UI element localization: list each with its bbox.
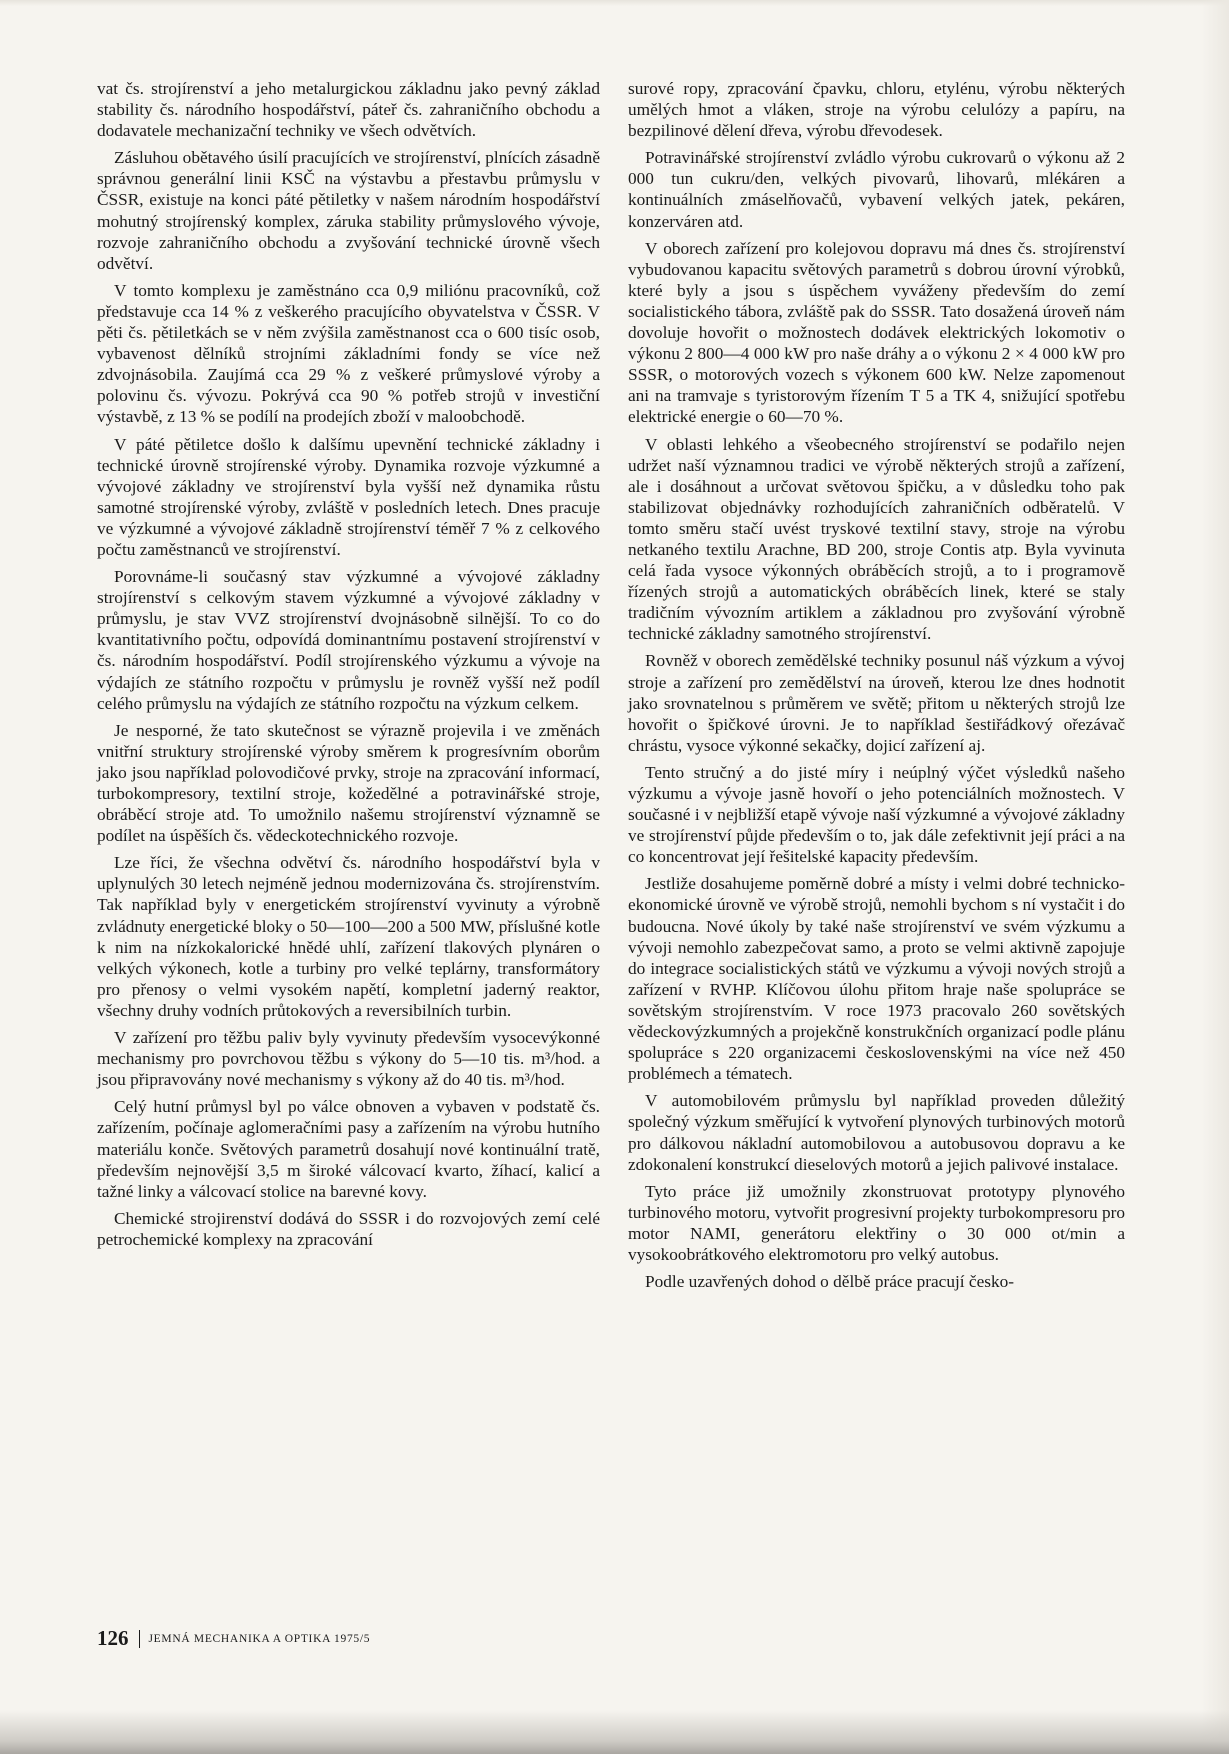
paragraph: V tomto komplexu je zaměstnáno cca 0,9 miliónu pracovníků, což představuje cca 14 % z veškerého pracujícího obyvatelstva v ČSSR. V pěti čs. pětiletkách se v něm zvýšila zaměstnanost cca o 600 tisíc osob, vybavenost dělníků strojními základními fondy se více než zdvojnásobila. Zaujímá cca 29 % z veškeré průmyslové výroby a polovinu čs. vývozu. Pokrývá cca 90 % potřeb strojů v investiční výstavbě, z 13 % se podílí na prodejích zboží v maloobchodě. [97,280,600,427]
right-text-column [628,78,1125,1298]
paragraph: Je nesporné, že tato skutečnost se výrazně projevila i ve změnách vnitřní struktury strojírenské výroby směrem k progresívním oborům jako jsou například polovodičové prvky, stroje na zpracování informací, turbokompresory, textilní stroje, kožedělné a potravinářské stroje, obráběcí stroje atd. To umožnilo našemu strojírenství významně se podílet na úspěších čs. vědeckotechnického rozvoje. [97,720,600,846]
paragraph: Podle uzavřených dohod o dělbě práce pracují česko- [645,1272,1014,1292]
page-footer [97,1626,370,1651]
paragraph: Jestliže dosahujeme poměrně dobré a místy i velmi dobré technicko-ekonomické úrovně ve výrobě strojů, nemohli bychom s ní vystačit i do budoucna. Nové úkoly by také naše strojírenství ve svém výzkumu a vývoji nemohlo zabezpečovat samo, a proto se velmi aktivně zapojuje do integrace socialistických států ve výzkumu a vývoji nových strojů a zařízení v RVHP. Klíčovou úlohu přitom hraje naše spolupráce se sovětským strojírenstvím. V roce 1973 pracovalo 260 sovětských vědeckovýzkumných a projekčně konstrukčních organizací podle plánu spolupráce s 220 organizacemi československými na více než 450 problémech a tématech. [628,874,1125,1084]
page-top-edge [0,0,1229,6]
paragraph: Lze říci, že všechna odvětví čs. národního hospodářství byla v uplynulých 30 letech nejméně jednou modernizována čs. strojírenstvím. Tak například byly v energetickém strojírenství vyvinuty a výrobně zvládnuty energetické bloky o 50—100—200 a 500 MW, příslušné kotle k nim na nízkokalorické hnědé uhlí, zařízení tlakových plynáren o velkých výkonech, kotle a turbiny pro velké teplárny, transformátory pro přenosy o velmi vysokém napětí, kompletní jaderný reaktor, všechny druhy vodních průtokových a reversibilních turbin. [97,853,600,1020]
paragraph: Potravinářské strojírenství zvládlo výrobu cukrovarů o výkonu až 2 000 tun cukru/den, velkých pivovarů, lihovarů, mlékáren a kontinuálních zmáselňovačů, vybavení velkých jatek, pekáren, konzerváren atd. [628,148,1125,231]
footer-divider [139,1630,140,1648]
paragraph: vat čs. strojírenství a jeho metalurgickou základnu jako pevný základ stability čs. národního hospodářství, páteř čs. zahraničního obchodu a dodavatele mechanizační techniky ve všech odvětvích. [97,79,600,141]
paragraph: Porovnáme-li současný stav výzkumné a vývojové základny strojírenství s celkovým stavem výzkumné a vývojové základny v průmyslu, je stav VVZ strojírenství dvojnásobně silnější. To co do kvantitativního počtu, odpovídá dominantnímu postavení strojírenství v čs. národním hospodářství. Podíl strojírenského výzkumu a vývoje na výdajích ze státního rozpočtu v průmyslu je rovněž vyšší než podíl celého průmyslu na výdajích ze státního rozpočtu na výzkum celkem. [97,567,600,713]
paragraph: Chemické strojirenství dodává do SSSR i do rozvojových zemí celé petrochemické komplexy na zpracování [97,1208,600,1249]
paragraph: Tyto práce již umožnily zkonstruovat prototypy plynového turbinového motoru, vytvořit progresivní projekty turbokompresoru pro motor NAMI, generátoru elektřiny o 30 000 ot/min a vysokoobrátkového elektromotoru pro velký autobus. [628,1181,1125,1264]
paragraph: V zařízení pro těžbu paliv byly vyvinuty především vysocevýkonné mechanismy pro povrchovou těžbu s výkony do 5—10 tis. m³/hod. a jsou připravovány nové mechanismy s výkony až do 40 tis. m³/hod. [97,1028,600,1090]
page-right-edge [1201,0,1229,1754]
left-text-column [97,78,600,1256]
journal-name: JEMNÁ MECHANIKA A OPTIKA 1975/5 [148,1632,371,1645]
paragraph: V oblasti lehkého a všeobecného strojírenství se podařilo nejen udržet naší významnou tradici ve výrobě některých strojů a zařízení, ale i dosáhnout a určovat světovou špičku, a v důsledku toho pak stabilizovat objednávky rozhodujících zahraničních odběratelů. V tomto směru stačí uvést tryskové textilní stavy, stroje na výrobu netkaného textilu Arachne, BD 200, stroje Contis atp. Byla vyvinuta celá řada vysoce výkonných obráběcích strojů, a to i programově řízených strojů a automatických obráběcích linek, které se staly tradičním vývozním artiklem a základnou pro zvyšování výrobně technické základny samotného strojírenství. [628,434,1125,644]
paragraph: Tento stručný a do jisté míry i neúplný výčet výsledků našeho výzkumu a vývoje jasně hovoří o jeho potenciálních možnostech. V současné i v nejbližší etapě vývoje naší výzkumné a vývojové základny ve strojírenství půjde především o to, jak dále zefektivnit její práci a na co koncentrovat její řešitelské kapacity především. [628,762,1125,867]
paragraph: Zásluhou obětavého úsilí pracujících ve strojírenství, plnících zásadně správnou generální linii KSČ na výstavbu a přestavbu průmyslu v ČSSR, existuje na konci páté pětiletky v našem národním hospodářství mohutný strojírenský komplex, záruka stability průmyslového vývoje, rozvoje zahraničního obchodu a zvyšování technické úrovně všech odvětví. [97,148,600,273]
paragraph: Celý hutní průmysl byl po válce obnoven a vybaven v podstatě čs. zařízením, počínaje aglomeračními pasy a zařízením na výrobu hutního materiálu konče. Světových parametrů dosahují nové kontinuální tratě, především nejnovější 3,5 m široké válcovací kvarto, žíhací, kalicí a tažné linky a válcovací stolice na barevné kovy. [97,1097,600,1201]
paragraph: Rovněž v oborech zemědělské techniky posunul náš výzkum a vývoj stroje a zařízení pro zemědělství na úroveň, kterou lze dnes hodnotit jako srovnatelnou s průměrem ve světě; přitom u některých strojů lze hovořit o špičkové úrovni. Je to například šestiřádkový ořezávač chrástu, vysoce výkonné sekačky, dojicí zařízení aj. [628,651,1125,755]
paragraph: V páté pětiletce došlo k dalšímu upevnění technické základny i technické úrovně strojírenské výroby. Dynamika rozvoje výzkumné a vývojové základny ve strojírenství byla vyšší než dynamika růstu samotné strojírenské výroby, zvláště v posledních letech. Dnes pracuje ve výzkumné a vývojové základně strojírenství téměř 7 % z celkového počtu zaměstnanců ve strojírenství. [97,434,600,559]
binding-shadow [0,1710,1229,1754]
paragraph: V oborech zařízení pro kolejovou dopravu má dnes čs. strojírenství vybudovanou kapacitu světových parametrů s dobrou úrovní výrobků, které byly a jsou s úspěchem vyváženy především do zemí socialistického tábora, zvláště pak do SSSR. Tato dosažená úroveň nám dovoluje hovořit o možnostech dodávek elektrických lokomotiv o výkonu 2 800—4 000 kW pro naše dráhy a o výkonu 2 × 4 000 kW pro SSSR, o motorových vozech s výkonem 600 kW. Nelze zapomenout ani na tramvaje s tyristorovým řízením T 5 a TK 4, snižující spotřebu elektrické energie o 60—70 %. [628,238,1125,427]
page-number: 126 [97,1626,129,1650]
paragraph: surové ropy, zpracování čpavku, chloru, etylénu, výrobu některých umělých hmot a vláken, stroje na výrobu celulózy a papíru, na bezpilinové dělení dřeva, výrobu dřevodesek. [628,79,1125,141]
paragraph: V automobilovém průmyslu byl například proveden důležitý společný výzkum směřující k vytvoření plynových turbinových motorů pro dálkovou nákladní automobilovou a autobusovou dopravu a ke zdokonalení konstrukcí dieselových motorů a jejich palivové instalace. [628,1091,1125,1174]
